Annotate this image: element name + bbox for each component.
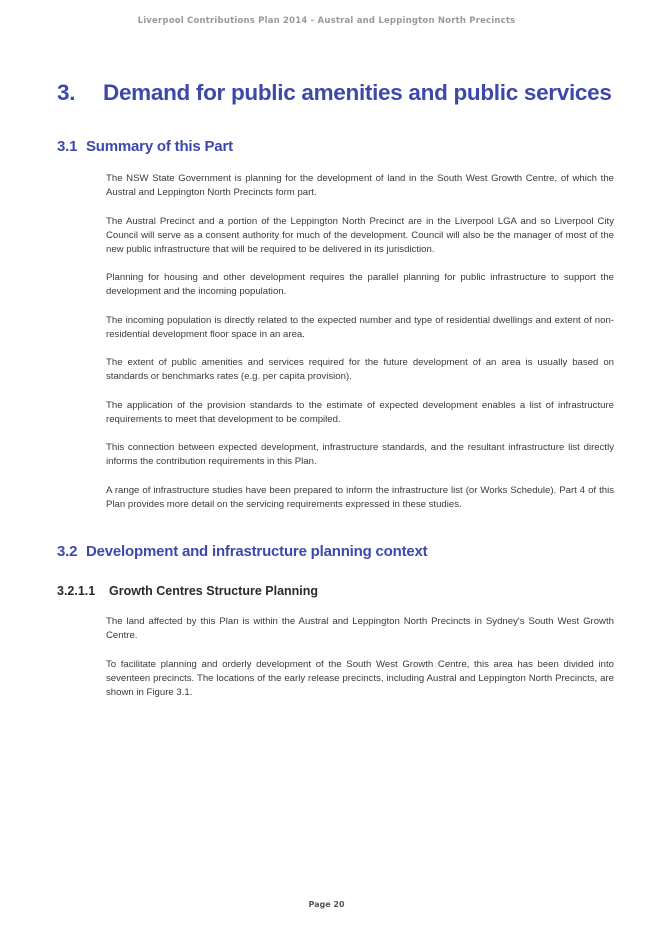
chapter-heading — [57, 80, 637, 106]
summary-body — [106, 172, 614, 526]
subsection-title: Growth Centres Structure Planning — [109, 584, 319, 598]
chapter-number: 3. — [57, 80, 76, 105]
page-number: Page 20 — [308, 900, 345, 909]
chapter-title: Demand for public amenities and public services — [103, 80, 612, 105]
section-number: 3.2 — [57, 543, 78, 560]
paragraph: This connection between expected development, infrastructure standards, and the resultant infrastructure list directly informs the contribution requirements in this Plan. — [106, 442, 614, 467]
section-number: 3.1 — [57, 138, 78, 155]
paragraph: The extent of public amenities and services required for the future development of an area is usually based on standards or benchmarks rates (e.g. per capita provision). — [106, 357, 614, 382]
paragraph: A range of infrastructure studies have been prepared to inform the infrastructure list (or Works Schedule). Part 4 of this Plan provides more detail on the servicing requirements expressed in these studies. — [106, 484, 614, 510]
section-title: Development and infrastructure planning context — [86, 543, 428, 560]
growth-centres-body — [106, 615, 614, 714]
paragraph: The NSW State Government is planning for the development of land in the South West Growth Centre, of which the Austral and Leppington North Precincts form part. — [106, 173, 614, 198]
paragraph: Planning for housing and other development requires the parallel planning for public infrastructure to support the development and the incoming population. — [106, 272, 614, 297]
paragraph: To facilitate planning and orderly development of the South West Growth Centre, this area has been divided into seventeen precincts. The locations of the early release precincts, including Austral and Leppington North Precincts, are shown in Figure 3.1. — [106, 658, 614, 698]
subsection-number: 3.2.1.1 — [57, 584, 96, 598]
section-heading-context — [57, 543, 427, 560]
paragraph: The Austral Precinct and a portion of the Leppington North Precinct are in the Liverpool LGA and so Liverpool City Council will serve as a consent authority for much of the development. Council will also be the manager of most of the new public infrastructure that will be required to be delivered in its jurisdiction. — [106, 215, 614, 255]
paragraph: The application of the provision standards to the estimate of expected development enables a list of infrastructure requirements to meet that development to be compiled. — [106, 399, 614, 425]
section-title: Summary of this Part — [86, 138, 233, 155]
section-heading-summary — [57, 138, 233, 155]
running-header: Liverpool Contributions Plan 2014 - Austral and Leppington North Precincts — [137, 16, 516, 26]
paragraph: The land affected by this Plan is within the Austral and Leppington North Precincts in Sydney's South West Growth Centre. — [106, 616, 614, 641]
paragraph: The incoming population is directly related to the expected number and type of residential dwellings and extent of non-residential development floor space in an area. — [106, 314, 614, 340]
subsection-heading — [57, 584, 318, 598]
